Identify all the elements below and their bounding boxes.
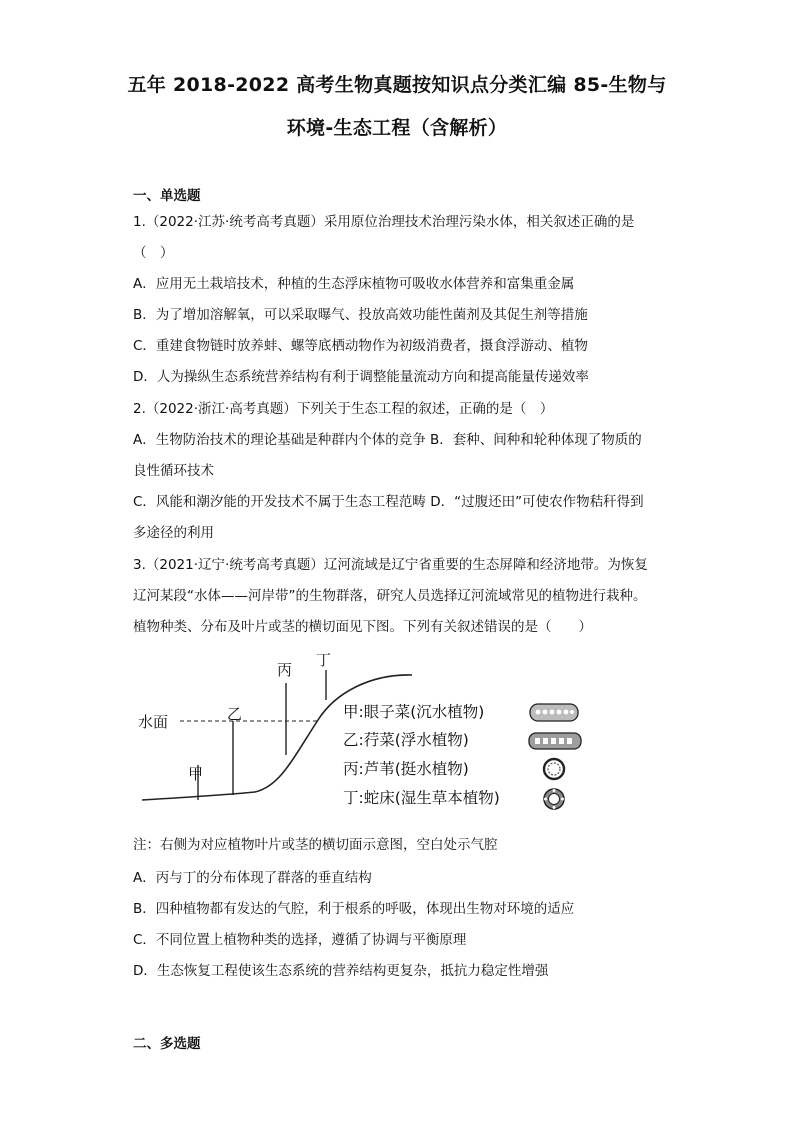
q2-stem: 2.（2022·浙江·高考真题）下列关于生态工程的叙述，正确的是（ ） <box>133 401 554 417</box>
legend-bing: 丙:芦苇(挺水植物) <box>343 760 469 778</box>
q3-stem-line3: 植物种类、分布及叶片或茎的横切面见下图。下列有关叙述错误的是（ ） <box>133 619 592 635</box>
legend-ding: 丁:蛇床(湿生草本植物) <box>343 789 500 807</box>
q3-figure-note: 注：右侧为对应植物叶片或茎的横切面示意图，空白处示气腔 <box>133 837 498 853</box>
section-heading-multiple-choice: 二、多选题 <box>133 1036 201 1052</box>
section-heading-single-choice: 一、单选题 <box>133 188 201 204</box>
q3-option-d: D．生态恢复工程使该生态系统的营养结构更复杂，抵抗力稳定性增强 <box>133 963 549 979</box>
legend-yi: 乙:荇菜(浮水植物) <box>343 731 469 749</box>
riverbank-figure <box>130 648 600 823</box>
q3-option-c: C．不同位置上植物种类的选择，遵循了协调与平衡原理 <box>133 932 467 948</box>
q1-option-b: B．为了增加溶解氧，可以采取曝气、投放高效功能性菌剂及其促生剂等措施 <box>133 307 588 323</box>
water-surface-label: 水面 <box>138 713 169 731</box>
plant-bing-label: 丙 <box>277 661 293 679</box>
q1-option-d: D．人为操纵生态系统营养结构有利于调整能量流动方向和提高能量传递效率 <box>133 369 589 385</box>
plant-jia-label: 甲 <box>188 765 204 783</box>
q3-option-b: B．四种植物都有发达的气腔，利于根系的呼吸，体现出生物对环境的适应 <box>133 901 575 917</box>
q3-option-a: A．丙与丁的分布体现了群落的垂直结构 <box>133 870 372 886</box>
document-title-line1: 五年 2018-2022 高考生物真题按知识点分类汇编 85-生物与 <box>127 74 667 96</box>
q1-paren: （ ） <box>133 245 174 261</box>
plant-ding-label: 丁 <box>316 651 332 669</box>
legend-jia: 甲:眼子菜(沉水植物) <box>343 703 485 721</box>
document-title-line2: 环境-生态工程（含解析） <box>286 117 508 139</box>
q1-option-a: A．应用无土栽培技术，种植的生态浮床植物可吸收水体营养和富集重金属 <box>133 276 575 292</box>
q2-options-cd: C．风能和潮汐能的开发技术不属于生态工程范畴 D．“过腹还田”可使农作物秸秆得到 <box>133 494 644 510</box>
q1-stem: 1.（2022·江苏·统考高考真题）采用原位治理技术治理污染水体，相关叙述正确的是 <box>133 214 635 230</box>
q2-options-cd-cont: 多途径的利用 <box>133 525 214 541</box>
ding-stem-cross-section-icon <box>544 789 564 809</box>
q2-options-ab: A．生物防治技术的理论基础是种群内个体的竞争 B．套种、间种和轮种体现了物质的 <box>133 432 642 448</box>
jia-leaf-cross-section-icon <box>530 704 578 721</box>
yi-leaf-cross-section-icon <box>529 733 581 749</box>
q2-options-ab-cont: 良性循环技术 <box>133 463 214 479</box>
q1-option-c: C．重建食物链时放养蚌、螺等底栖动物作为初级消费者，摄食浮游动、植物 <box>133 338 588 354</box>
plant-yi-label: 乙 <box>227 705 243 723</box>
q3-stem-line1: 3.（2021·辽宁·统考高考真题）辽河流域是辽宁省重要的生态屏障和经济地带。为恢复 <box>133 557 648 573</box>
q3-stem-line2: 辽河某段“水体——河岸带”的生物群落，研究人员选择辽河流域常见的植物进行栽种。 <box>133 588 647 604</box>
bing-stem-cross-section-icon <box>544 759 564 779</box>
